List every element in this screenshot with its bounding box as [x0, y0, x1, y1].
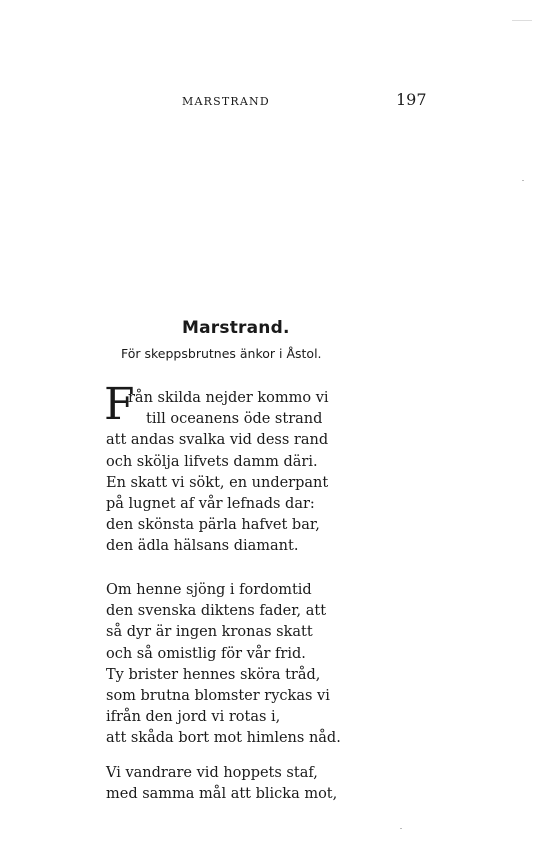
running-head: MARSTRAND	[182, 95, 270, 108]
page-speck	[400, 828, 402, 829]
poem-line: till oceanens öde strand	[146, 411, 323, 428]
drop-cap: F	[104, 379, 135, 430]
poem-line: den skönsta pärla hafvet bar,	[106, 517, 320, 534]
poem-line: ifrån den jord vi rotas i,	[106, 709, 281, 726]
poem-line: och skölja lifvets damm däri.	[106, 453, 318, 470]
poem-line: att skåda bort mot himlens nåd.	[106, 730, 341, 747]
page-speck	[512, 20, 532, 21]
poem-line: så dyr är ingen kronas skatt	[106, 624, 313, 641]
poem-line: Vi vandrare vid hoppets staf,	[106, 765, 318, 781]
poem-line: Ty brister hennes sköra tråd,	[106, 666, 321, 683]
page-speck	[522, 180, 524, 181]
poem-line: rån skilda nejder kommo vi	[128, 390, 329, 406]
page-number: 197	[396, 90, 427, 109]
poem-line: som brutna blomster ryckas vi	[106, 688, 330, 705]
poem-line: En skatt vi sökt, en underpant	[106, 474, 329, 491]
poem-line: med samma mål att blicka mot,	[106, 786, 338, 803]
stanza-2	[106, 580, 341, 750]
poem-title: Marstrand.	[182, 318, 290, 338]
poem-line: att andas svalka vid dess rand	[106, 432, 329, 449]
poem-line: och så omistlig för vår frid.	[106, 645, 306, 662]
poem-line: Om henne sjöng i fordomtid	[106, 582, 312, 598]
poem-line: den ädla hälsans diamant.	[106, 538, 299, 555]
poem-line: den svenska diktens fader, att	[106, 603, 327, 620]
poem-line: på lugnet af vår lefnads dar:	[106, 496, 315, 513]
poem-dedication: För skeppsbrutnes änkor i Åstol.	[121, 346, 322, 361]
stanza-3	[106, 763, 337, 805]
stanza-1	[106, 388, 329, 558]
